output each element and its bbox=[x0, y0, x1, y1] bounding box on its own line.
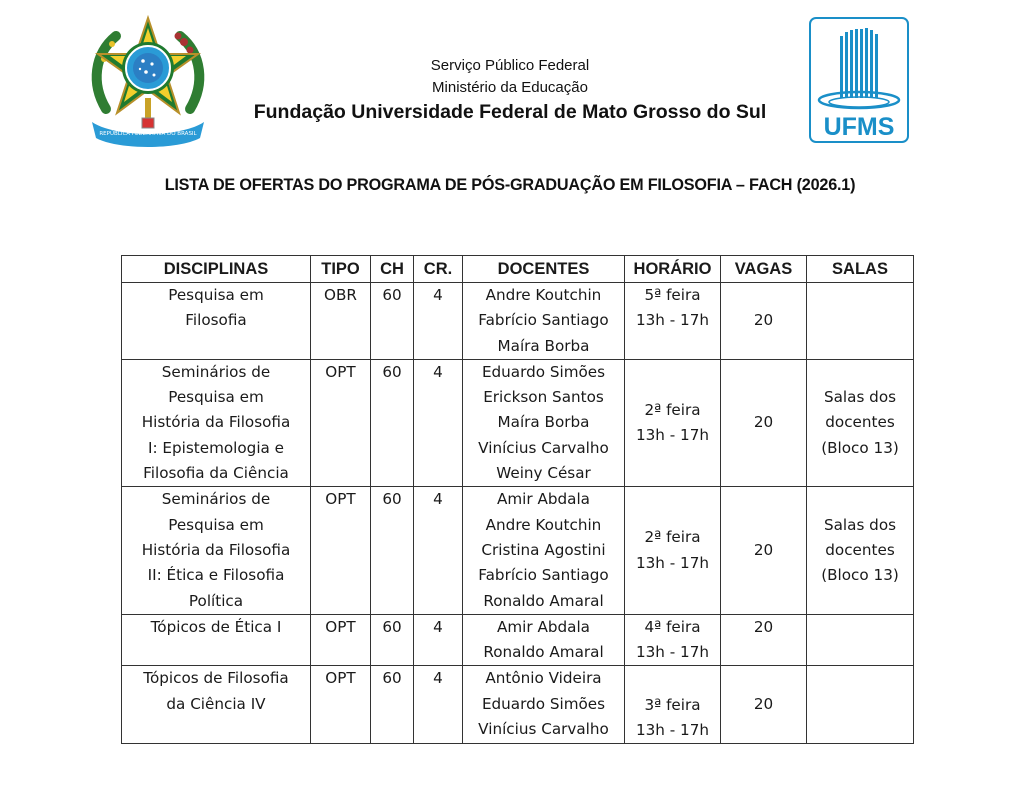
cell-disciplina-line: Pesquisa em bbox=[168, 515, 264, 534]
cell-horario-line: 2ª feira bbox=[644, 528, 701, 547]
cell-ch: 60 bbox=[371, 666, 414, 744]
cell-disciplina-line: Tópicos de Filosofia bbox=[143, 669, 289, 688]
cell-salas-line: Salas dos bbox=[823, 388, 897, 407]
cell-horario bbox=[625, 359, 721, 486]
cell-cr: 4 bbox=[414, 666, 463, 744]
cell-docentes-line: Maíra Borba bbox=[497, 413, 590, 432]
cell-disciplina-line: Tópicos de Ética I bbox=[150, 617, 282, 636]
cell-tipo: OPT bbox=[311, 487, 371, 614]
ufms-logo bbox=[808, 16, 910, 144]
cell-salas bbox=[807, 359, 914, 486]
cell-horario-line: 13h - 17h bbox=[635, 311, 710, 330]
cell-docentes-line: Erickson Santos bbox=[483, 388, 604, 407]
cell-docentes-line: Vinícius Carvalho bbox=[478, 438, 609, 457]
cell-disciplina-line: Seminários de bbox=[161, 362, 271, 381]
cell-disciplina-line: Filosofia da Ciência bbox=[143, 464, 289, 483]
cell-disciplina bbox=[122, 283, 311, 360]
column-header-cr: CR. bbox=[414, 256, 463, 283]
cell-horario bbox=[625, 487, 721, 614]
cell-cr: 4 bbox=[414, 487, 463, 614]
header-service-line: Serviço Público Federal bbox=[430, 57, 590, 74]
cell-docentes bbox=[463, 283, 625, 360]
cell-tipo: OPT bbox=[311, 614, 371, 666]
coat-ribbon-text: REPÚBLICA FEDERATIVA DO BRASIL bbox=[99, 131, 197, 137]
cell-docentes-line: Andre Koutchin bbox=[485, 515, 602, 534]
cell-docentes-line: Amir Abdala bbox=[497, 490, 590, 509]
column-header-docentes: DOCENTES bbox=[463, 256, 625, 283]
column-header-vagas: VAGAS bbox=[721, 256, 807, 283]
cell-disciplina-line: Seminários de bbox=[161, 490, 271, 509]
cell-salas-line: (Bloco 13) bbox=[821, 566, 899, 585]
cell-horario-line: 13h - 17h bbox=[635, 553, 710, 572]
table-row bbox=[122, 359, 914, 486]
cell-disciplina bbox=[122, 666, 311, 744]
cell-docentes bbox=[463, 359, 625, 486]
cell-salas bbox=[807, 666, 914, 744]
cell-salas bbox=[807, 614, 914, 666]
cell-disciplina-line: Política bbox=[188, 591, 244, 610]
cell-docentes-line: Vinícius Carvalho bbox=[478, 720, 609, 739]
cell-salas-line: (Bloco 13) bbox=[821, 438, 899, 457]
table-row bbox=[122, 614, 914, 666]
cell-salas-line: docentes bbox=[825, 413, 895, 432]
cell-docentes-line: Eduardo Simões bbox=[481, 362, 606, 381]
cell-docentes-line: Fabrício Santiago bbox=[478, 566, 609, 585]
cell-horario bbox=[625, 666, 721, 744]
offerings-table bbox=[121, 255, 914, 744]
cell-disciplina-line: História da Filosofia bbox=[141, 540, 291, 559]
cell-disciplina bbox=[122, 359, 311, 486]
brasil-coat-of-arms-logo bbox=[86, 14, 210, 150]
ufms-logo-text: UFMS bbox=[823, 113, 895, 141]
cell-vagas: 20 bbox=[721, 359, 807, 486]
table-row bbox=[122, 283, 914, 360]
cell-cr: 4 bbox=[414, 614, 463, 666]
cell-vagas: 20 bbox=[721, 614, 807, 666]
cell-ch: 60 bbox=[371, 614, 414, 666]
cell-horario bbox=[625, 283, 721, 360]
cell-disciplina bbox=[122, 487, 311, 614]
cell-horario-line: 13h - 17h bbox=[635, 643, 710, 662]
table-header-row bbox=[122, 256, 914, 283]
cell-docentes-line: Andre Koutchin bbox=[485, 286, 602, 304]
column-header-horario: HORÁRIO bbox=[625, 256, 721, 283]
cell-salas-line: Salas dos bbox=[823, 515, 897, 534]
column-header-tipo: TIPO bbox=[311, 256, 371, 283]
cell-horario-line: 13h - 17h bbox=[635, 426, 710, 445]
cell-docentes-line: Antônio Videira bbox=[485, 669, 602, 688]
cell-salas-line: docentes bbox=[825, 540, 895, 559]
cell-disciplina bbox=[122, 614, 311, 666]
cell-tipo: OPT bbox=[311, 666, 371, 744]
cell-docentes-line: Cristina Agostini bbox=[481, 540, 606, 559]
cell-horario-line: 3ª feira bbox=[644, 695, 701, 714]
cell-vagas: 20 bbox=[721, 283, 807, 360]
cell-tipo: OPT bbox=[311, 359, 371, 486]
cell-docentes-line: Fabrício Santiago bbox=[478, 311, 609, 330]
cell-horario-line: 4ª feira bbox=[644, 617, 701, 636]
cell-disciplina-line: II: Ética e Filosofia bbox=[147, 566, 285, 585]
cell-disciplina-line: da Ciência IV bbox=[166, 694, 266, 713]
cell-disciplina-line: Pesquisa em bbox=[168, 388, 264, 407]
cell-docentes-line: Eduardo Simões bbox=[481, 694, 606, 713]
cell-docentes bbox=[463, 666, 625, 744]
cell-docentes-line: Ronaldo Amaral bbox=[483, 643, 604, 662]
cell-docentes bbox=[463, 614, 625, 666]
cell-vagas: 20 bbox=[721, 487, 807, 614]
cell-docentes bbox=[463, 487, 625, 614]
table-row bbox=[122, 666, 914, 744]
header-institution-name: Fundação Universidade Federal de Mato Grosso do Sul bbox=[253, 101, 767, 123]
cell-horario-line: 2ª feira bbox=[644, 400, 701, 419]
cell-disciplina-line: I: Epistemologia e bbox=[147, 438, 285, 457]
cell-vagas: 20 bbox=[721, 666, 807, 744]
cell-disciplina-line: Pesquisa em bbox=[168, 286, 264, 304]
document-title: LISTA DE OFERTAS DO PROGRAMA DE PÓS-GRADUAÇÃO EM FILOSOFIA – FACH (2026.1) bbox=[164, 176, 856, 194]
header-ministry-line: Ministério da Educação bbox=[432, 79, 588, 96]
column-header-salas: SALAS bbox=[807, 256, 914, 283]
cell-salas bbox=[807, 487, 914, 614]
cell-docentes-line: Weiny César bbox=[496, 464, 591, 483]
cell-cr: 4 bbox=[414, 359, 463, 486]
cell-docentes-line: Maíra Borba bbox=[497, 336, 590, 355]
cell-ch: 60 bbox=[371, 359, 414, 486]
table-row bbox=[122, 487, 914, 614]
cell-ch: 60 bbox=[371, 487, 414, 614]
cell-docentes-line: Amir Abdala bbox=[497, 617, 590, 636]
cell-salas bbox=[807, 283, 914, 360]
cell-docentes-line: Ronaldo Amaral bbox=[483, 591, 604, 610]
cell-horario-line: 13h - 17h bbox=[635, 721, 710, 740]
column-header-ch: CH bbox=[371, 256, 414, 283]
cell-tipo: OBR bbox=[311, 283, 371, 360]
cell-ch: 60 bbox=[371, 283, 414, 360]
cell-cr: 4 bbox=[414, 283, 463, 360]
column-header-disciplinas: DISCIPLINAS bbox=[122, 256, 311, 283]
cell-horario bbox=[625, 614, 721, 666]
cell-horario-line: 5ª feira bbox=[644, 286, 701, 304]
cell-disciplina-line: Filosofia bbox=[185, 311, 247, 330]
cell-disciplina-line: História da Filosofia bbox=[141, 413, 291, 432]
